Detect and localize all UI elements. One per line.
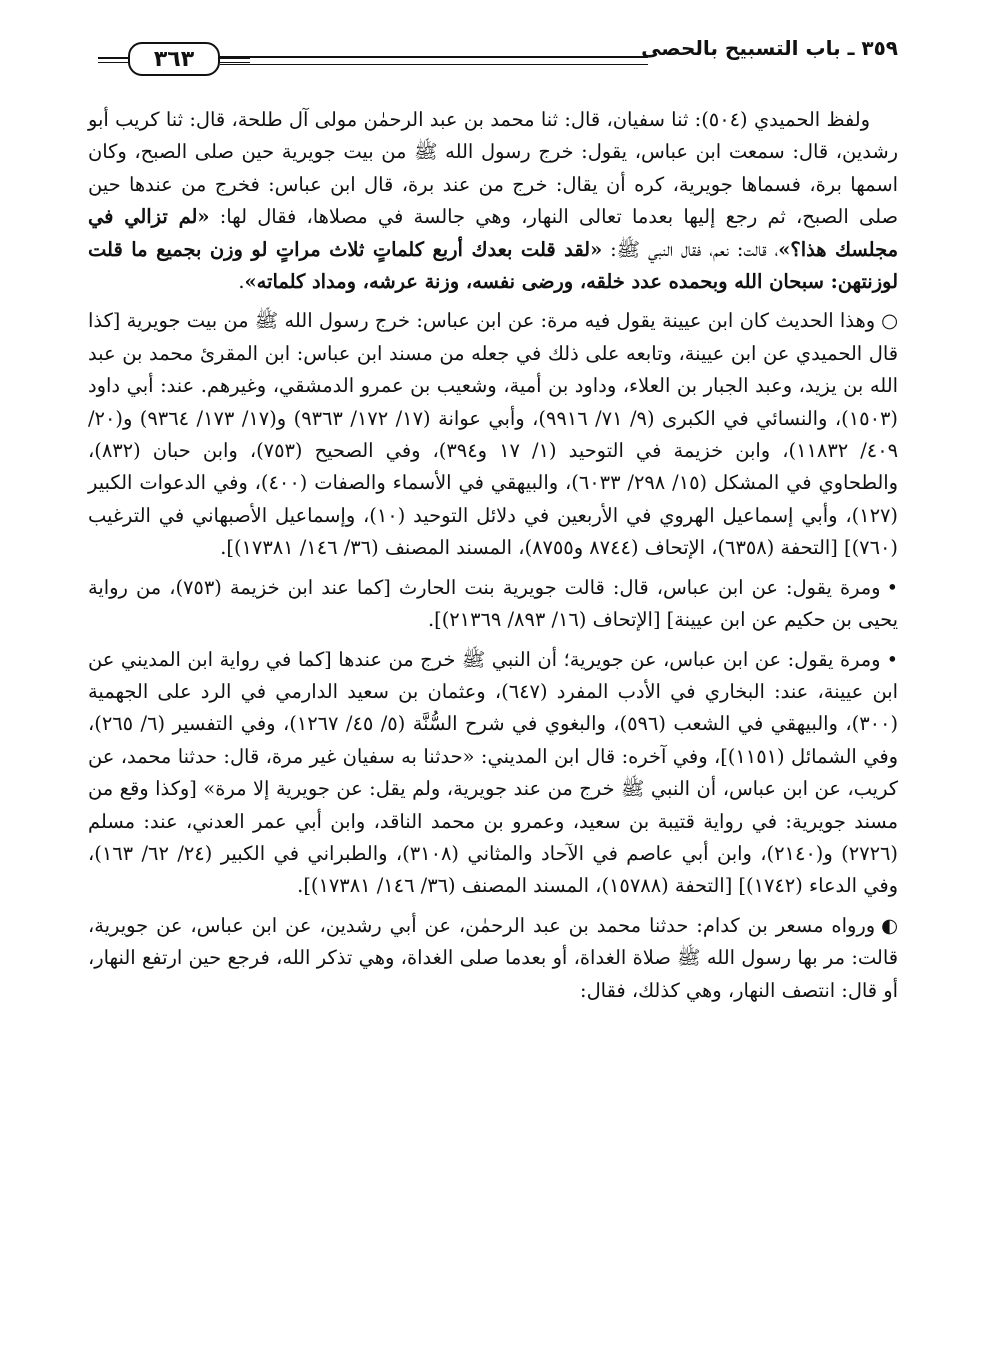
page-body [88,104,898,1014]
bullet-marker-icon: • [886,647,898,671]
hadith-quote: «لم تزالي في مجلسك هذا؟» [88,205,898,261]
paragraph-juwayriyah-bint-harith [88,572,898,637]
bullet-marker-icon: • [886,575,898,599]
paragraph-text: ومرة يقول: عن ابن عباس، عن جويرية؛ أن النبي ﷺ خرج من عندها [كما في رواية ابن المديني عن ابن عيينة، عند: البخاري في الأدب المفرد (٦٤٧)، وعثمان بن سعيد الدارمي في الرد على الجهمية (٣٠٠)، والبيهقي في الشعب (٥٩٦)، والبغوي في شرح السُّنَّة (٥/ ٤٥/ ١٢٦٧)، وفي التفسير (٦/ ٢٦٥)، وفي الشمائل (١١٥١)]، وفي آخره: قال ابن المديني: «حدثنا به سفيان غير مرة، قال: حدثنا محمد، عن كريب، عن ابن عباس، أن النبي ﷺ خرج من عند جويرية، ولم يقل: عن جويرية إلا مرة» [وكذا وقع من مسند جويرية: في رواية قتيبة بن سعيد، وعمرو بن محمد الناقد، وابن أبي عمر العدني، عند: مسلم (٢٧٢٦) و(٢١٤٠)، وابن أبي عاصم في الآحاد والمثاني (٣١٠٨)، والطبراني في الكبير (٢٤/ ٦٢/ ١٦٣)، وفي الدعاء (١٧٤٢)] [التحفة (١٥٧٨٨)، المسند المصنف (٣٦/ ١٤٦/ ١٧٣٨١)]. [88,647,899,898]
paragraph-misar [88,910,898,1007]
header-rule [220,56,648,65]
chapter-title: ٣٥٩ ـ باب التسبيح بالحصى [641,36,898,60]
paragraph-text: وهذا الحديث كان ابن عيينة يقول فيه مرة: عن ابن عباس: خرج رسول الله ﷺ من بيت جويرية [كذا قال الحميدي عن ابن عيينة، وتابعه على ذلك في جعله من مسند ابن عباس: ابن المقرئ محمد بن عبد الله بن يزيد، وعبد الجبار بن العلاء، وداود بن أمية، وشعيب بن عمرو الدمشقي، وغيرهم. عند: أبي داود (١٥٠٣)، والنسائي في الكبرى (٩/ ٧١/ ٩٩١٦)، وأبي عوانة (١٧/ ١٧٢/ ٩٣٦٣) و(١٧/ ١٧٣/ ٩٣٦٤) و(٢٠/ ٤٠٩/ ١١٨٣٢)، وابن خزيمة في التوحيد (١/ ١٧ و٣٩٤)، وفي الصحيح (٧٥٣)، وابن حبان (٨٣٢)، والطحاوي في المشكل (١٥/ ٢٩٨/ ٦٠٣٣)، والبيهقي في الأسماء والصفات (٤٠٠)، وفي الدعوات الكبير (١٢٧)، وأبي إسماعيل الهروي في الأربعين في دلائل التوحيد (١٠)، وإسماعيل الأصبهاني في الترغيب (٧٦٠)] [التحفة (٦٣٥٨)، الإتحاف (٨٧٤٤ و٨٧٥٥)، المسند المصنف (٣٦/ ١٤٦/ ١٧٣٨١)]. [88,309,899,560]
half-circle-marker-icon: ◐ [881,913,898,937]
page-number-frame [128,42,220,76]
paragraph-text: ورواه مسعر بن كدام: حدثنا محمد بن عبد الرحمٰن، عن أبي رشدين، عن ابن عباس، عن جويرية، قالت: مر بها رسول الله ﷺ صلاة الغداة، أو بعدما صلى الغداة، وهي تذكر الله، فرجع حين ارتفع النهار، أو قال: انتصف النهار، وهي كذلك، فقال: [88,913,898,1002]
page-header [88,30,898,86]
paragraph-ibn-madini [88,644,898,903]
paragraph-text: . [238,270,245,294]
circle-marker-icon: ○ [881,309,898,333]
page-number: ٣٦٣ [153,46,195,72]
paragraph-text: ، قالت: نعم، فقال النبي ﷺ: [602,237,779,261]
paragraph-ibn-uyaynah [88,305,898,564]
paragraph-humaydi [88,104,898,298]
hadith-quote: «لقد قلت بعدك أربع كلماتٍ ثلاث مراتٍ لو وزن بجميع ما قلت لوزنتهن: سبحان الله وبحمده عدد خلقه، ورضى نفسه، وزنة عرشه، ومداد كلماته» [88,237,898,294]
paragraph-text: ولفظ الحميدي (٥٠٤): ثنا سفيان، قال: ثنا محمد بن عبد الرحمٰن مولى آل طلحة، قال: ثنا كريب أبو رشدين، قال: سمعت ابن عباس، يقول: خرج رسول الله ﷺ من بيت جويرية حين صلى الصبح، وكان اسمها برة، فسماها جويرية، كره أن يقال: خرج من عند برة، قال ابن عباس: فخرج من عندها حين صلى الصبح، ثم رجع إليها بعدما تعالى النهار، وهي جالسة في مصلاها، فقال لها: [88,108,898,229]
paragraph-text: ومرة يقول: عن ابن عباس، قال: قالت جويرية بنت الحارث [كما عند ابن خزيمة (٧٥٣)، من رواية يحيى بن حكيم عن ابن عيينة] [الإتحاف (١٦/ ٨٩٣/ ٢١٣٦٩)]. [88,575,898,632]
